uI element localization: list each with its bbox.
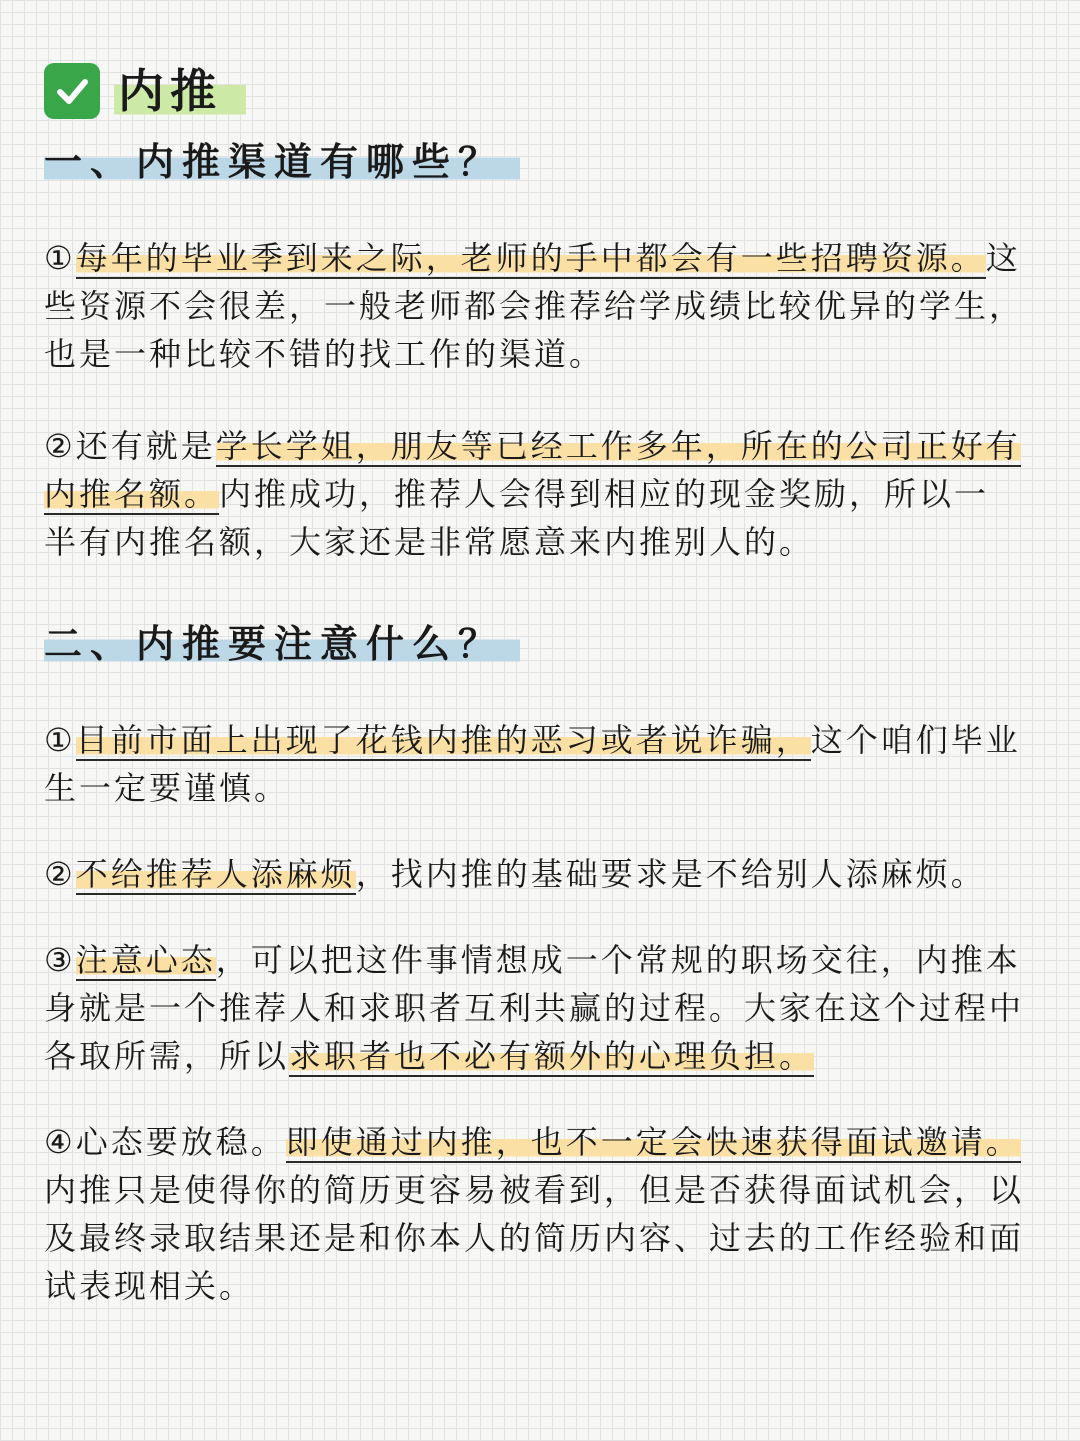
page-title: 内推 (114, 60, 246, 122)
item-marker: ① (44, 721, 76, 759)
title-row (44, 56, 1024, 126)
body-text: 内推成功，推荐人会得到相应的现金奖励，所以一半有内推名额，大家还是非常愿意来内推别人的。 (44, 475, 990, 561)
section-heading-2 (44, 616, 1024, 672)
body-text: 还有就是 (75, 427, 216, 465)
section-heading-text: 一、内推渠道有哪些？ (44, 140, 520, 184)
list-item (44, 936, 1024, 1080)
item-marker: ② (44, 427, 76, 465)
item-marker: ① (44, 239, 76, 277)
highlighted-text: 学长学姐，朋友等已经工作多年，所在的公司正好有内推名额。 (44, 427, 1021, 513)
section-heading-1 (44, 134, 1024, 190)
item-marker: ③ (44, 941, 76, 979)
body-text: ，可以把这件事情想成一个常规的职场交往，内推本身就是一个推荐人和求职者互利共赢的过程。大家在这个过程中各取所需，所以 (44, 941, 1025, 1075)
highlighted-text: 不给推荐人添麻烦 (75, 855, 356, 893)
highlighted-text: 即使通过内推，也不一定会快速获得面试邀请。 (285, 1123, 1021, 1161)
list-item (44, 234, 1024, 378)
list-item (44, 422, 1024, 566)
note-page (44, 56, 1024, 1310)
section-heading-text: 二、内推要注意什么？ (44, 622, 520, 666)
body-text: 这个咱们毕业生一定要谨慎。 (44, 721, 1021, 807)
list-item (44, 850, 1024, 898)
body-text: ，找内推的基础要求是不给别人添麻烦。 (355, 855, 986, 893)
highlighted-text: 目前市面上出现了花钱内推的恶习或者说诈骗， (75, 721, 811, 759)
body-text: 内推只是使得你的简历更容易被看到，但是否获得面试机会，以及最终录取结果还是和你本人的简历内容、过去的工作经验和面试表现相关。 (44, 1171, 1025, 1305)
item-marker: ④ (44, 1123, 76, 1161)
check-mark-icon (44, 63, 100, 119)
body-text: 心态要放稳。 (75, 1123, 286, 1161)
item-marker: ② (44, 855, 76, 893)
list-item (44, 716, 1024, 812)
highlighted-text: 注意心态 (75, 941, 216, 979)
list-item (44, 1118, 1024, 1310)
highlighted-text: 求职者也不必有额外的心理负担。 (289, 1037, 815, 1075)
body-text: 这些资源不会很差，一般老师都会推荐给学成绩比较优异的学生，也是一种比较不错的找工作的渠道。 (44, 239, 1025, 373)
highlighted-text: 每年的毕业季到来之际，老师的手中都会有一些招聘资源。 (75, 239, 986, 277)
